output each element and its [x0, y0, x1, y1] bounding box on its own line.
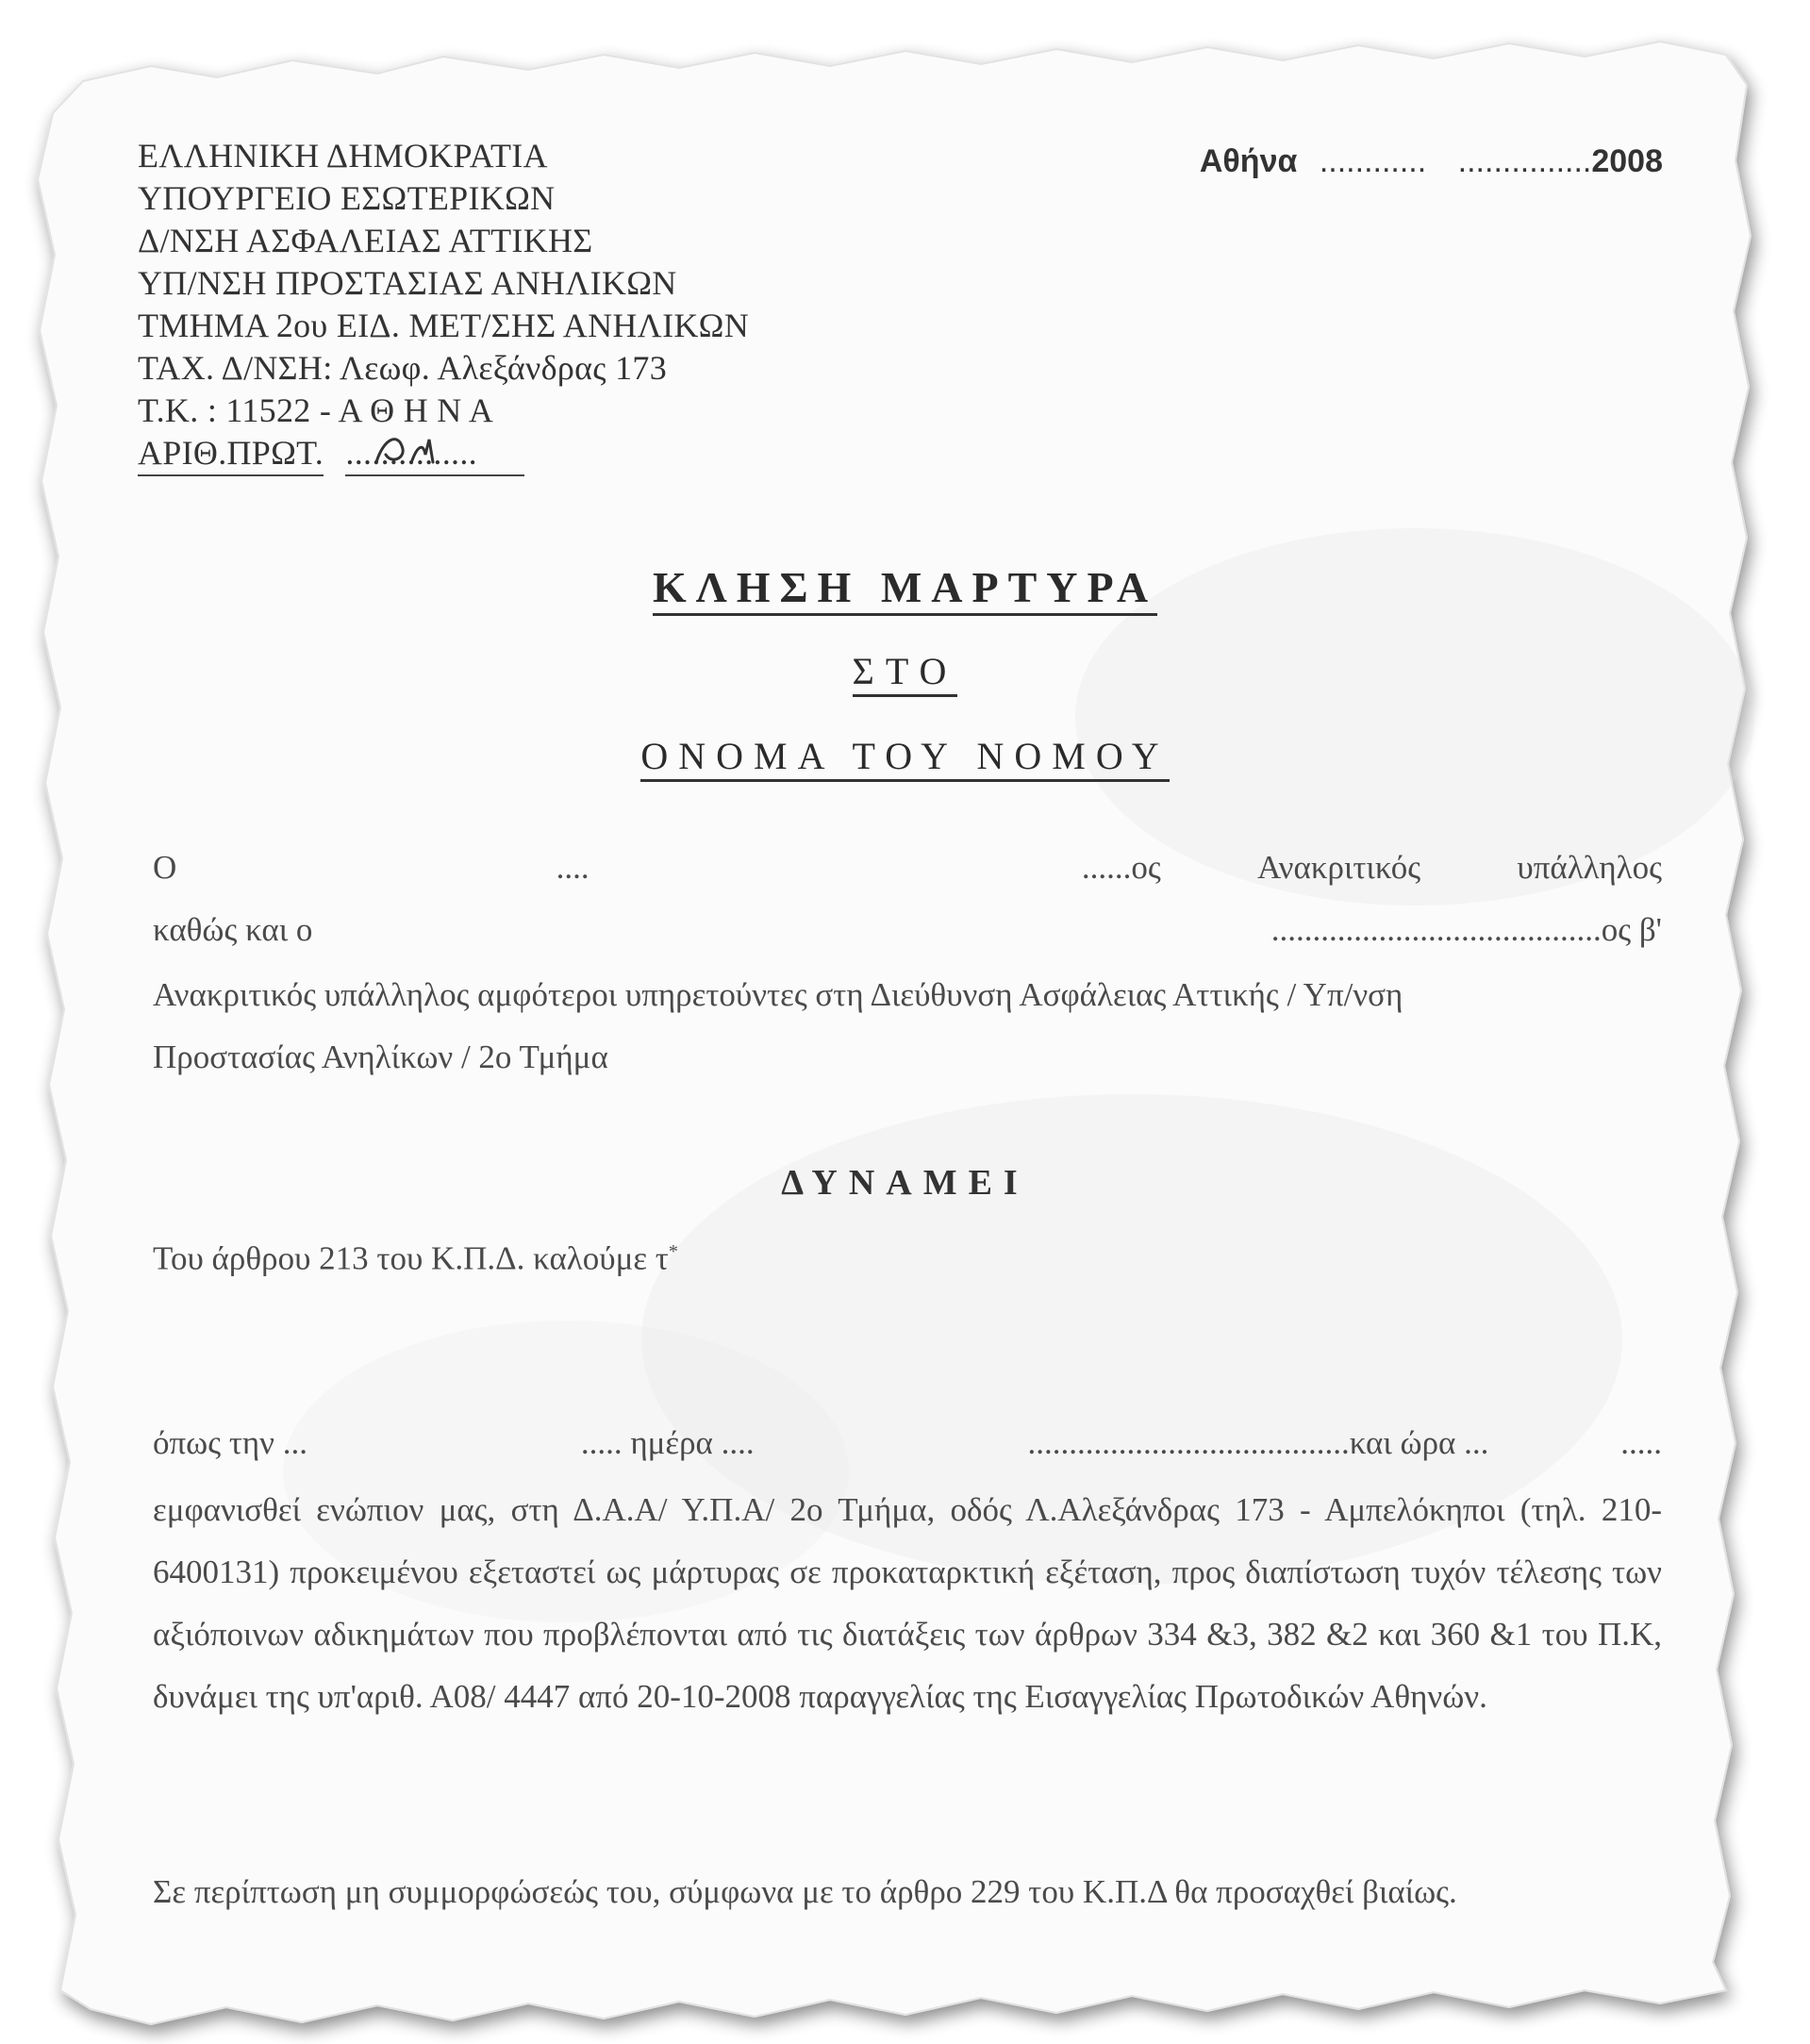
protocol-value: ...............: [345, 432, 524, 476]
header-line: ΥΠΟΥΡΓΕΙΟ ΕΣΩΤΕΡΙΚΩΝ: [138, 179, 556, 217]
summons-text: εμφανισθεί ενώπιον μας, στη Δ.Α.Α/ Υ.Π.Α/ 2ο Τμήμα, οδός Λ.Αλεξάνδρας 173 - Αμπελόκηποι (τηλ. 210-6400131) προκειμένου εξεταστεί ως μάρτυρας σε προκαταρκτική εξέταση, προς διαπίστωση τυχόν τέλεσης των αξιόποινων αδικημάτων που προβλέπονται από τις διατάξεις των άρθρων 334 &3, 382 &2 και 360 &1 του Π.Κ, δυνάμει της υπ'αριθ. Α08/ 4447 από 20-10-2008 παραγγελίας της Εισαγγελίας Πρωτοδικών Αθηνών.: [153, 1491, 1662, 1715]
article-reference-text: Του άρθρου 213 του Κ.Π.Δ. καλούμε τ: [153, 1239, 669, 1277]
officers-line-1: [153, 849, 1662, 887]
officers-line-2: [153, 911, 1662, 949]
appointment-row: [153, 1424, 1662, 1462]
title-main: ΚΛΗΣΗ ΜΑΡΤΥΡΑ: [653, 563, 1157, 616]
article-reference: Του άρθρου 213 του Κ.Π.Δ. καλούμε τ*: [153, 1239, 678, 1277]
officers-role-2: υπάλληλος: [1517, 849, 1662, 886]
appointment-day: όπως την ...: [153, 1424, 308, 1461]
header-line: ΤΑΧ. Δ/ΝΣΗ: Λεωφ. Αλεξάνδρας 173: [138, 349, 668, 387]
header-line: ΕΛΛΗΝΙΚΗ ΔΗΜΟΚΡΑΤΙΑ: [138, 137, 548, 174]
appointment-time: .......................................και ώρα ...: [1027, 1424, 1489, 1461]
protocol-number: [138, 432, 749, 476]
officers-dots: ....: [556, 849, 589, 886]
header-line: ΤΜΗΜΑ 2ου ΕΙΔ. ΜΕΤ/ΣΗΣ ΑΝΗΛΙΚΩΝ: [138, 307, 750, 344]
document-subtitle-1: [0, 649, 1810, 693]
dynamei-heading: ΔΥΝΑΜΕΙ: [781, 1163, 1029, 1203]
title-sub2: ΟΝΟΜΑ ΤΟΥ ΝΟΜΟΥ: [640, 735, 1169, 782]
enforcement-notice: Σε περίπτωση μη συμμορφώσεώς του, σύμφωνα με το άρθρο 229 του Κ.Π.Δ θα προσαχθεί βιαίως.: [153, 1873, 1457, 1910]
appointment-end: .....: [1620, 1424, 1662, 1461]
date-line: [1200, 143, 1663, 180]
document-subtitle-2: [0, 734, 1810, 778]
officers-second-dots: ........................................ος β': [1270, 911, 1662, 948]
handwritten-initials-icon: [371, 426, 456, 472]
officers-dots-2: ......ος: [1081, 849, 1161, 886]
officers-start: Ο: [153, 849, 177, 886]
appointment-weekday: ..... ημέρα ....: [580, 1424, 755, 1461]
date-city: Αθήνα: [1199, 143, 1298, 179]
header-line: Τ.Κ. : 11522 - Α Θ Η Ν Α: [138, 391, 494, 429]
officers-line-4: Προστασίας Ανηλίκων / 2ο Τμήμα: [153, 1039, 608, 1075]
officers-second-start: καθώς και ο: [153, 911, 313, 948]
date-month-dots: ...............: [1457, 143, 1592, 179]
date-day-dots: ............: [1319, 143, 1427, 179]
document-title: [0, 562, 1810, 612]
title-sub1: ΣΤΟ: [853, 650, 958, 697]
protocol-label: ΑΡΙΘ.ΠΡΩΤ.: [138, 432, 324, 476]
header-line: Δ/ΝΣΗ ΑΣΦΑΛΕΙΑΣ ΑΤΤΙΚΗΣ: [138, 222, 593, 259]
header-line: ΥΠ/ΝΣΗ ΠΡΟΣΤΑΣΙΑΣ ΑΝΗΛΙΚΩΝ: [138, 264, 677, 302]
date-year: 2008: [1591, 143, 1663, 179]
issuer-header: [138, 135, 749, 476]
officers-line-3: Ανακριτικός υπάλληλος αμφότεροι υπηρετούντες στη Διεύθυνση Ασφάλειας Αττικής / Υπ/νση: [153, 976, 1403, 1013]
officers-role: Ανακριτικός: [1257, 849, 1421, 886]
